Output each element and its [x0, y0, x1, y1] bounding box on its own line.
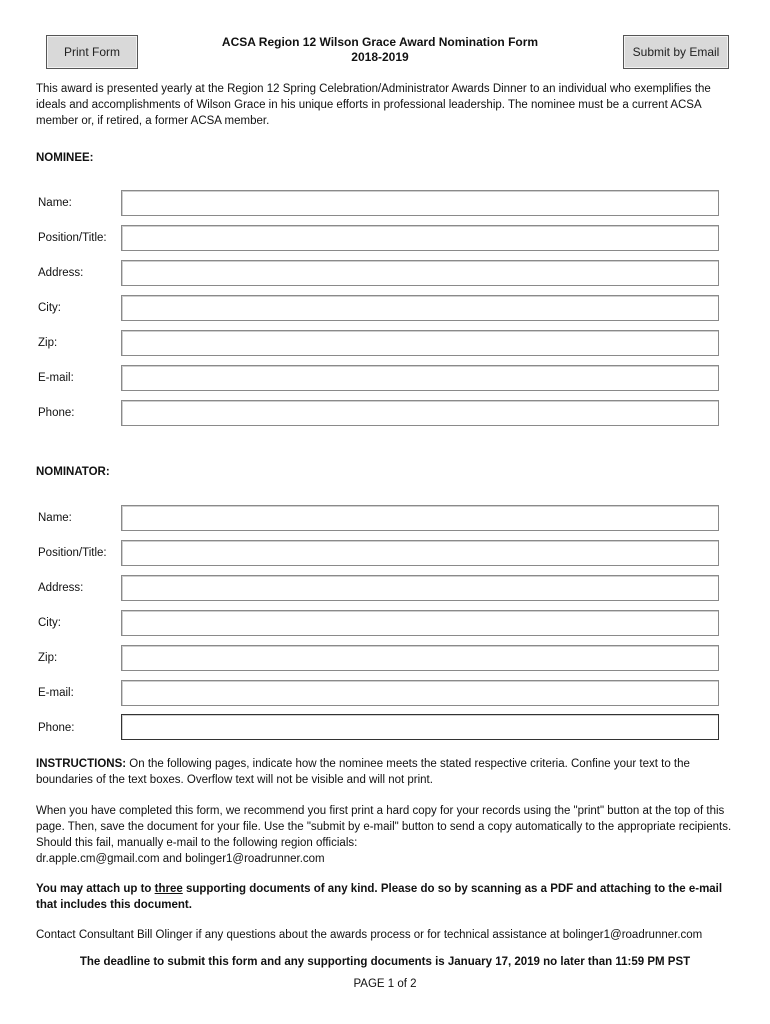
- nominator-phone-label: Phone:: [38, 722, 75, 734]
- deadline-text: The deadline to submit this form and any supporting documents is January 17, 2019 no later than 11:59 PM PST: [79, 956, 691, 968]
- nominator-heading: NOMINATOR:: [36, 466, 110, 478]
- nominee-position-field[interactable]: [121, 225, 719, 251]
- attach-pre: You may attach up to: [36, 883, 155, 895]
- nominee-city-label: City:: [38, 302, 61, 314]
- submit-by-email-button[interactable]: Submit by Email: [623, 35, 729, 69]
- nominator-zip-field[interactable]: [121, 645, 719, 671]
- nominator-address-label: Address:: [38, 582, 84, 594]
- nominee-email-field[interactable]: [121, 365, 719, 391]
- completed-text: When you have completed this form, we recommend you first print a hard copy for your records using the "print" button at the top of this page. Then, save the document for your file. Use the "submit by e-mail" button to send a copy automatically to the appropriate recipients. Should this fail, manually e-mail to the following region officials:: [36, 805, 732, 849]
- nominator-city-label: City:: [38, 617, 61, 629]
- contact-paragraph: Contact Consultant Bill Olinger if any questions about the awards process or for technical assistance at bolinger1@roadrunner.com: [36, 929, 703, 941]
- nominee-phone-field[interactable]: [121, 400, 719, 426]
- nominator-city-field[interactable]: [121, 610, 719, 636]
- nominee-heading: NOMINEE:: [36, 152, 94, 164]
- intro-paragraph: This award is presented yearly at the Region 12 Spring Celebration/Administrator Awards Dinner to an individual who exemplifies the ideals and accomplishments of Wilson Grace in his unique efforts in professional leadership. The nominee must be a current ACSA member or, if retired, a former ACSA member.: [36, 83, 711, 127]
- attach-three: three: [154, 883, 183, 895]
- nominator-name-field[interactable]: [121, 505, 719, 531]
- nominee-email-label: E-mail:: [38, 372, 74, 384]
- instructions-lead: INSTRUCTIONS:: [36, 758, 127, 770]
- instructions-text: On the following pages, indicate how the nominee meets the stated respective criteria. Confine your text to the boundaries of the text boxes. Overflow text will not be visible and will not print.: [36, 758, 690, 786]
- form-title: [150, 35, 610, 65]
- nominee-address-field[interactable]: [121, 260, 719, 286]
- title-line-1: ACSA Region 12 Wilson Grace Award Nomination Form: [221, 35, 539, 49]
- attach-post: supporting documents of any kind. Please do so by scanning as a PDF and attaching to the e-mail that includes this document.: [36, 883, 723, 911]
- attach-paragraph: [36, 881, 736, 913]
- nominee-name-field[interactable]: [121, 190, 719, 216]
- nominator-zip-label: Zip:: [38, 652, 58, 664]
- nominator-email-label: E-mail:: [38, 687, 74, 699]
- title-line-2: 2018-2019: [351, 50, 409, 64]
- nominee-position-label: Position/Title:: [38, 232, 107, 244]
- official-emails: dr.apple.cm@gmail.com and bolinger1@roadrunner.com: [36, 853, 325, 865]
- print-form-button[interactable]: Print Form: [46, 35, 138, 69]
- nominator-position-label: Position/Title:: [38, 547, 107, 559]
- nominator-email-field[interactable]: [121, 680, 719, 706]
- instructions-paragraph: [36, 756, 736, 788]
- nominator-phone-field[interactable]: [121, 714, 719, 740]
- nominee-zip-label: Zip:: [38, 337, 58, 349]
- nominator-position-field[interactable]: [121, 540, 719, 566]
- nominator-name-label: Name:: [38, 512, 72, 524]
- nominee-address-label: Address:: [38, 267, 84, 279]
- page-number: PAGE 1 of 2: [353, 978, 417, 990]
- nominee-city-field[interactable]: [121, 295, 719, 321]
- nominee-zip-field[interactable]: [121, 330, 719, 356]
- nominee-name-label: Name:: [38, 197, 72, 209]
- nominee-phone-label: Phone:: [38, 407, 75, 419]
- completed-paragraph: [36, 803, 736, 867]
- nominator-address-field[interactable]: [121, 575, 719, 601]
